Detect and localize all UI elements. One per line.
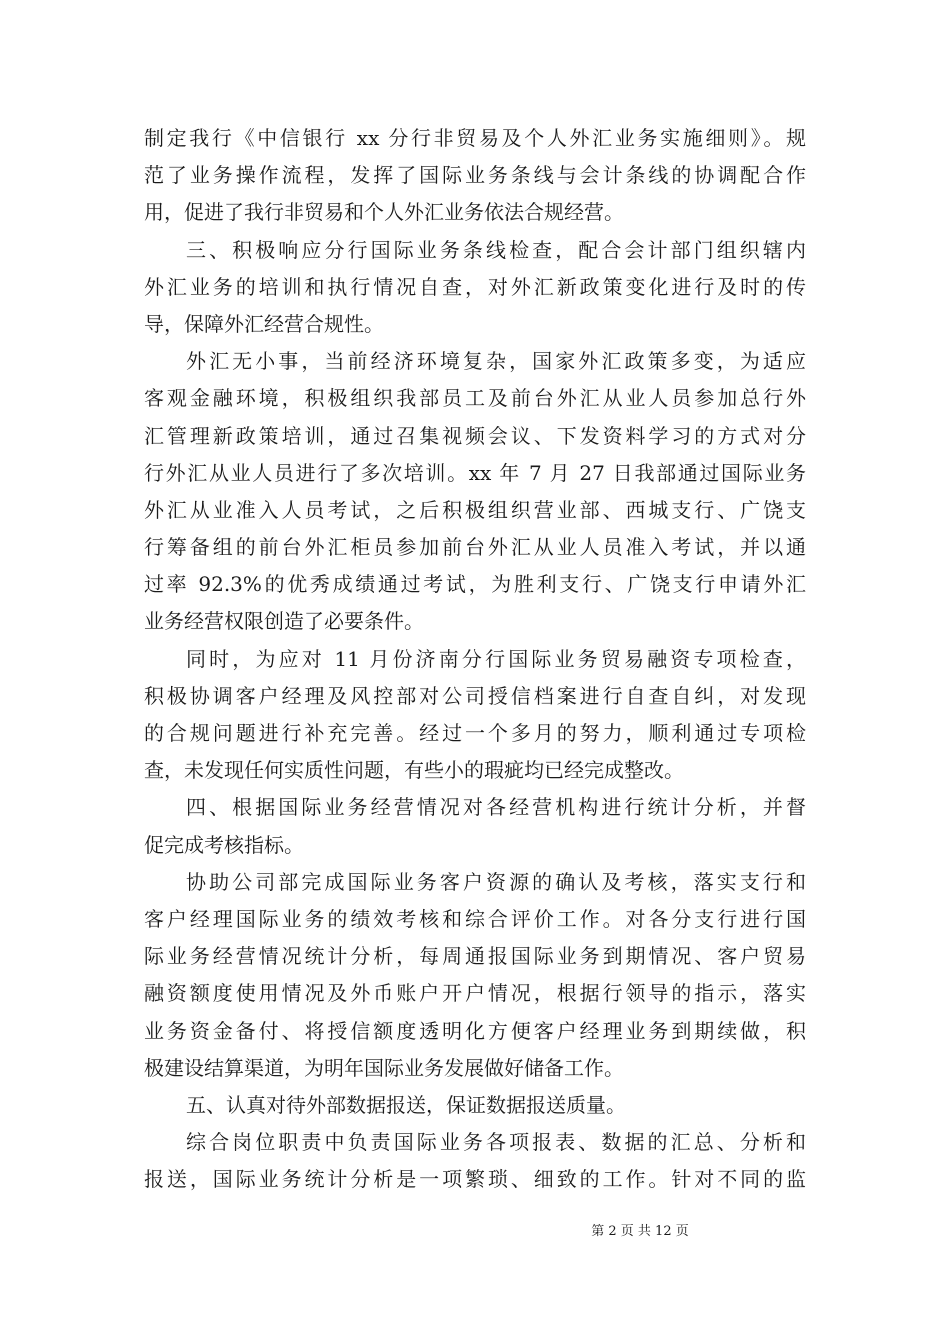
paragraph [144, 789, 806, 863]
text-line: 行外汇从业人员进行了多次培训。xx 年 7 月 27 日我部通过国际业务 [144, 460, 806, 485]
text-line: 促完成考核指标。 [144, 832, 304, 857]
text-line: 客观金融环境，积极组织我部员工及前台外汇从业人员参加总行外 [144, 386, 806, 411]
paragraph [144, 1124, 806, 1198]
paragraph [144, 641, 806, 790]
text-line: 导，保障外汇经营合规性。 [144, 311, 384, 336]
text-line: 的合规问题进行补充完善。经过一个多月的努力，顺利通过专项检 [144, 721, 806, 745]
text-line: 综合岗位职责中负责国际业务各项报表、数据的汇总、分析和 [186, 1130, 806, 1155]
paragraph [144, 120, 806, 232]
text-line: 协助公司部完成国际业务客户资源的确认及考核，落实支行和 [186, 869, 806, 894]
text-line: 行筹备组的前台外汇柜员参加前台外汇从业人员准入考试，并以通 [144, 535, 806, 560]
text-line: 五、认真对待外部数据报送，保证数据报送质量。 [186, 1092, 626, 1117]
text-line: 汇管理新政策培训，通过召集视频会议、下发资料学习的方式对分 [144, 423, 806, 448]
paragraph [144, 1087, 806, 1124]
paragraph [144, 232, 806, 344]
text-line: 用，促进了我行非贸易和个人外汇业务依法合规经营。 [144, 200, 624, 225]
text-line: 融资额度使用情况及外币账户开户情况，根据行领导的指示，落实 [144, 981, 806, 1006]
text-line: 外汇无小事，当前经济环境复杂，国家外汇政策多变，为适应 [186, 349, 806, 374]
text-line: 四、根据国际业务经营情况对各经营机构进行统计分析，并督 [186, 795, 806, 820]
text-line: 极建设结算渠道，为明年国际业务发展做好储备工作。 [144, 1055, 624, 1080]
text-line: 客户经理国际业务的绩效考核和综合评价工作。对各分支行进行国 [144, 906, 806, 931]
paragraph [144, 343, 806, 641]
text-line: 外汇业务的培训和执行情况自查，对外汇新政策变化进行及时的传 [144, 274, 806, 299]
text-line: 积极协调客户经理及风控部对公司授信档案进行自查自纠，对发现 [144, 683, 806, 708]
text-line: 范了业务操作流程，发挥了国际业务条线与会计条线的协调配合作 [144, 163, 806, 188]
text-line: 业务资金备付、将授信额度透明化方便客户经理业务到期续做，积 [144, 1018, 806, 1043]
text-line: 业务经营权限创造了必要条件。 [144, 609, 424, 634]
text-line: 外汇从业准入人员考试，之后积极组织营业部、西城支行、广饶支 [144, 497, 806, 522]
paragraph [144, 864, 806, 1087]
document-body [144, 120, 806, 1198]
text-line: 同时，为应对 11 月份济南分行国际业务贸易融资专项检查， [186, 646, 806, 671]
text-line: 过率 92.3%的优秀成绩通过考试，为胜利支行、广饶支行申请外汇 [144, 572, 806, 597]
text-line: 报送，国际业务统计分析是一项繁琐、细致的工作。针对不同的监 [144, 1167, 806, 1192]
text-line: 三、积极响应分行国际业务条线检查，配合会计部门组织辖内 [186, 237, 806, 262]
text-line: 制定我行《中信银行 xx 分行非贸易及个人外汇业务实施细则》。规 [144, 126, 806, 150]
page-footer: 第 2 页 共 12 页 [591, 1224, 689, 1239]
text-line: 际业务经营情况统计分析，每周通报国际业务到期情况、客户贸易 [144, 944, 806, 969]
text-line: 查，未发现任何实质性问题，有些小的瑕疵均已经完成整改。 [144, 758, 684, 783]
